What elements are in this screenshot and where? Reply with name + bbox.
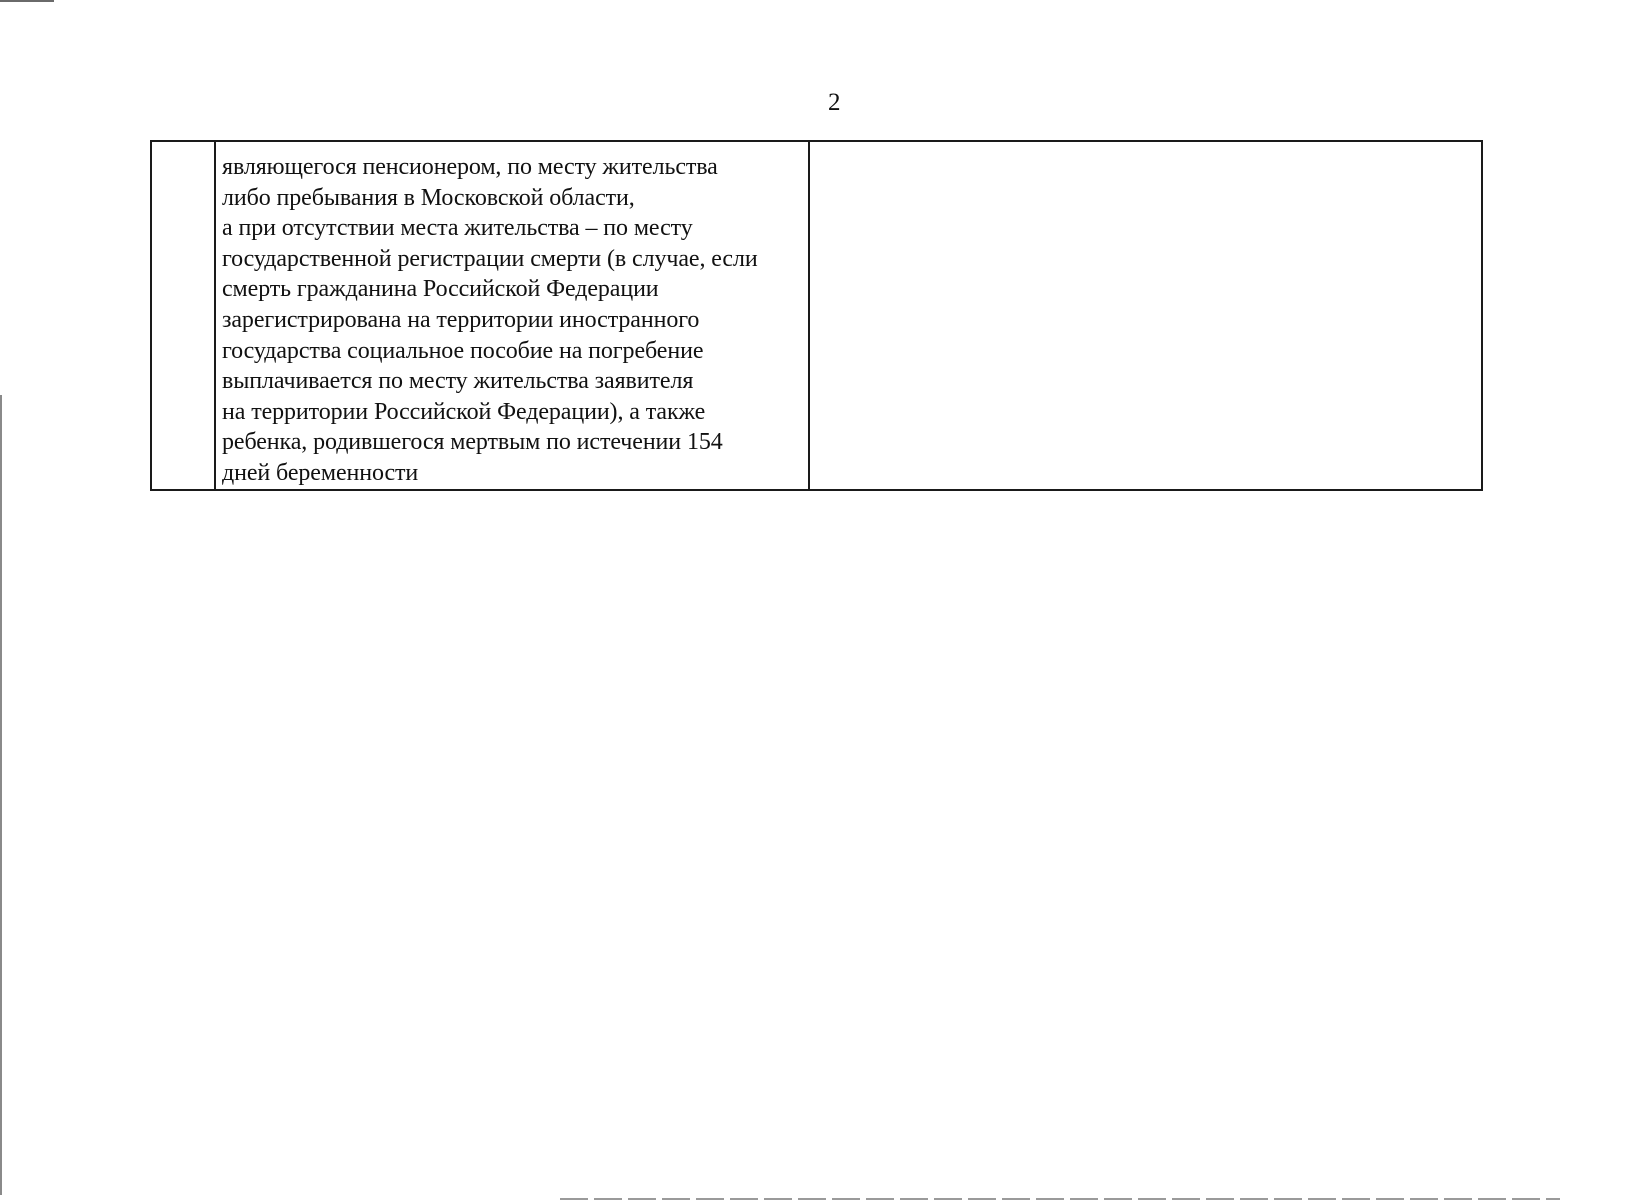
- number-cell: [151, 141, 215, 490]
- description-cell: [215, 141, 809, 490]
- description-text: являющегося пенсионером, по месту жительства либо пребывания в Московской области, а при отсутствии места жительства – по месту государственной регистрации смерти (в случае, если смерть гражданина Российской Федерации зарегистрирована на территории иностранного государства социальное пособие на погребение выплачивается по месту жительства заявителя на территории Российской Федерации), а также ребенка, родившегося мертвым по истечении 154 дней беременности: [222, 154, 758, 486]
- page-number: 2: [828, 89, 841, 116]
- scan-edge-left: [0, 395, 2, 1195]
- table-row: [151, 141, 1482, 490]
- right-cell: [809, 141, 1482, 490]
- scan-edge-top: [0, 0, 54, 2]
- document-table: [150, 140, 1483, 491]
